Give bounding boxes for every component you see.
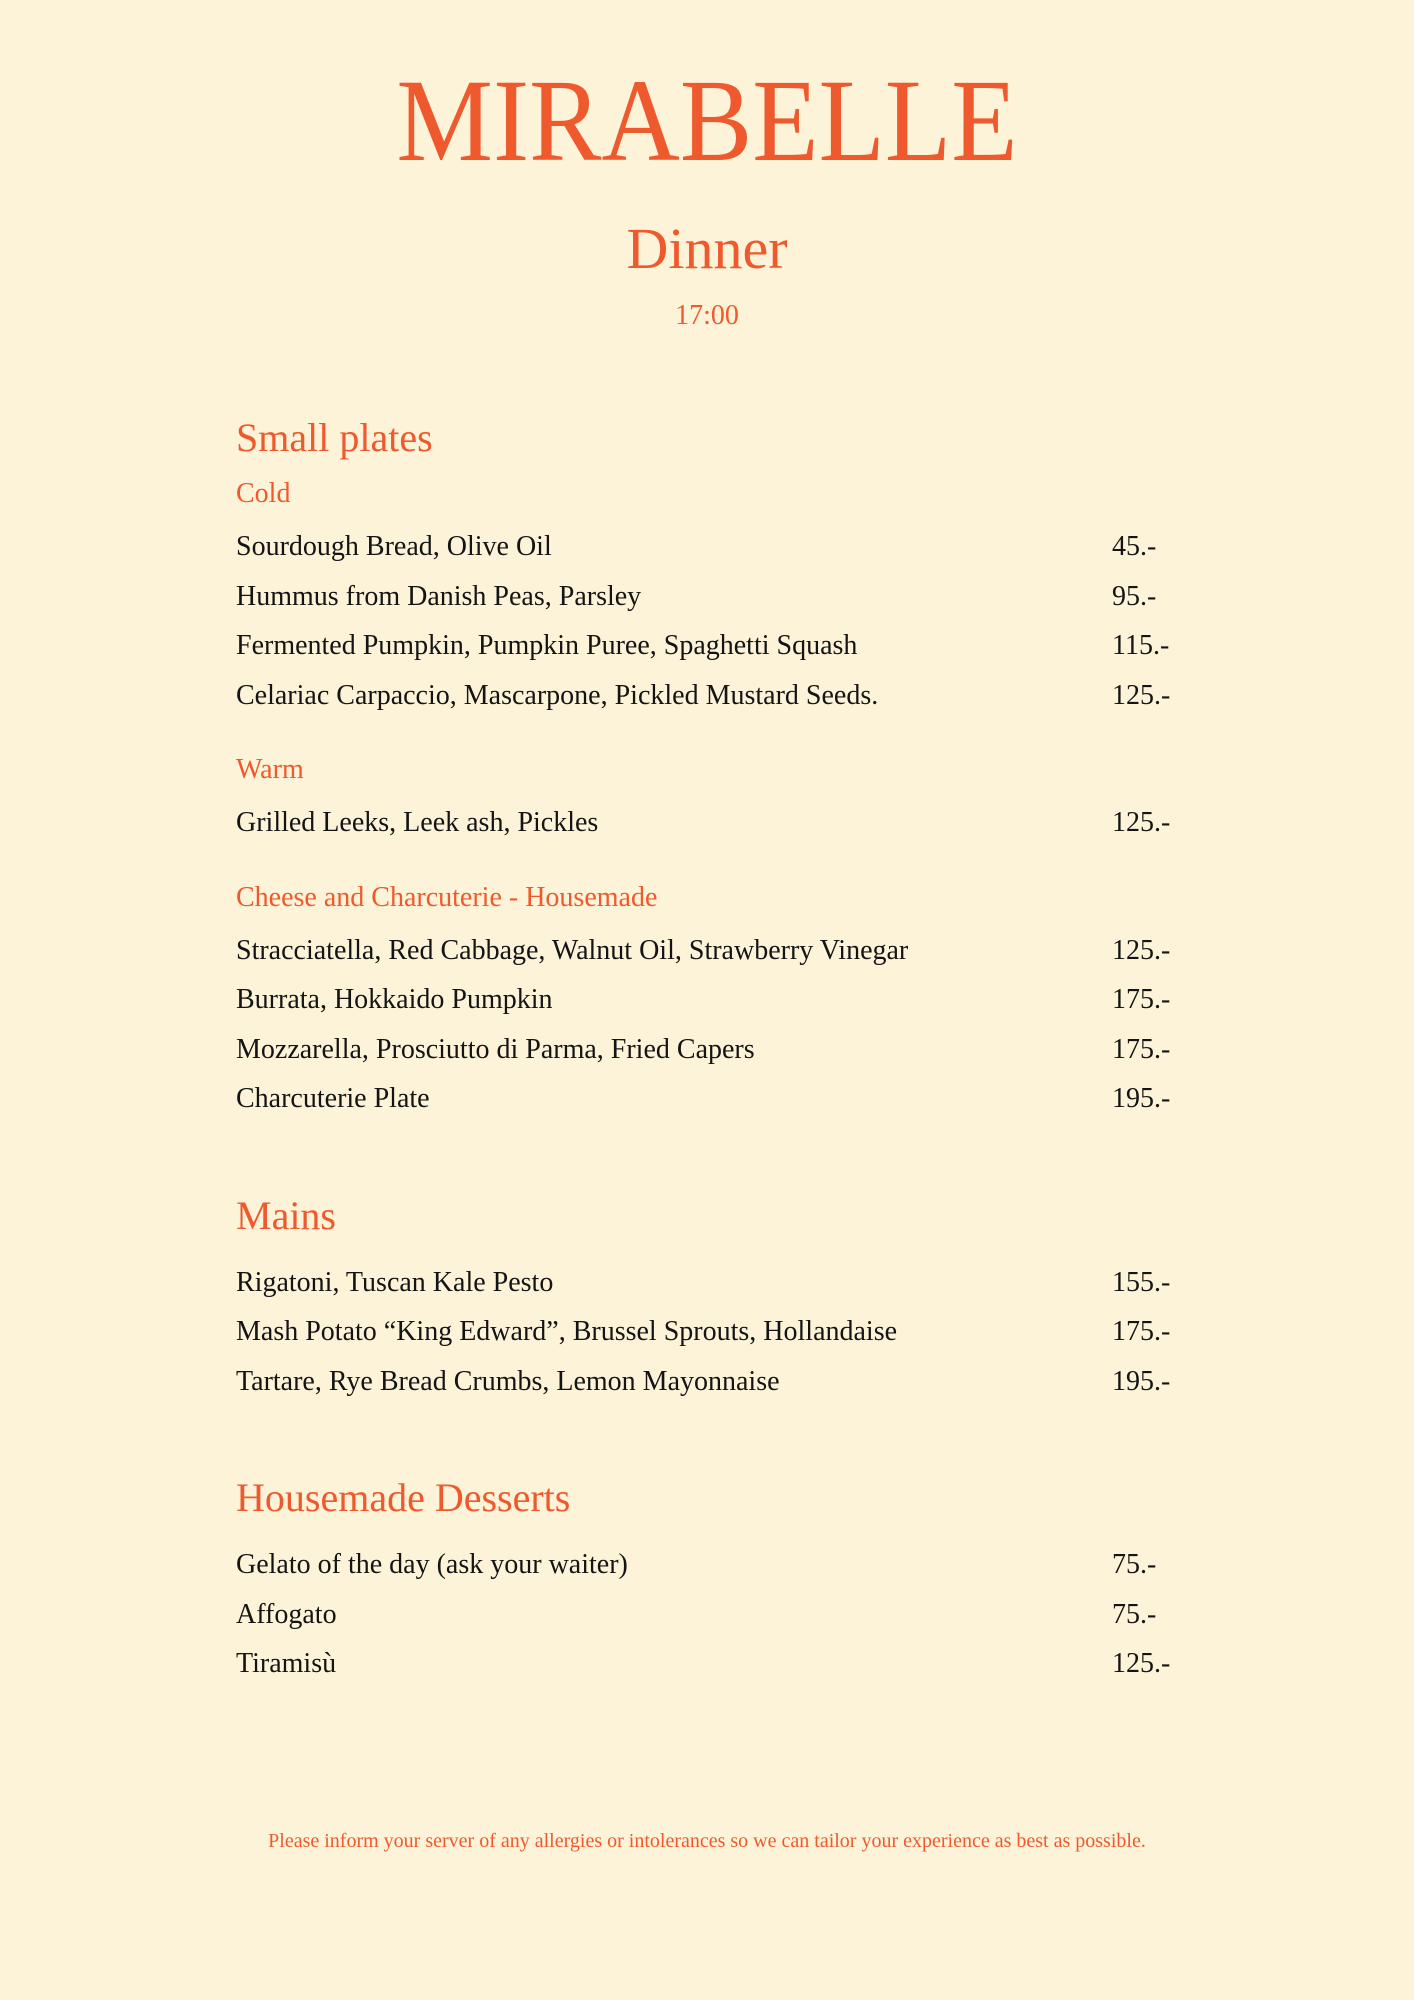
item-name: Hummus from Danish Peas, Parsley	[236, 580, 642, 612]
item-name: Fermented Pumpkin, Pumpkin Puree, Spaghetti Squash	[236, 630, 858, 661]
item-price: 195.-	[1112, 1083, 1171, 1114]
item-price: 125.-	[1112, 934, 1171, 966]
menu-item	[236, 621, 1180, 671]
group-cheese-charcuterie	[236, 881, 1180, 1124]
menu-content	[236, 415, 1180, 1759]
menu-title: Dinner	[626, 216, 788, 281]
section-mains	[236, 1192, 1180, 1407]
section-title: Housemade Desserts	[236, 1475, 571, 1520]
item-name: Stracciatella, Red Cabbage, Walnut Oil, Strawberry Vinegar	[236, 934, 909, 966]
item-price: 125.-	[1112, 1648, 1171, 1679]
item-price: 195.-	[1112, 1365, 1171, 1397]
item-price: 75.-	[1112, 1598, 1157, 1630]
item-price: 95.-	[1112, 580, 1157, 612]
allergy-note: Please inform your server of any allergies or intolerances so we can tailor your experience as best as possible.	[268, 1830, 1146, 1852]
section-title: Small plates	[236, 415, 433, 460]
item-price: 45.-	[1112, 531, 1157, 562]
item-price: 125.-	[1112, 679, 1171, 711]
item-price: 125.-	[1112, 807, 1171, 838]
item-name: Charcuterie Plate	[236, 1083, 430, 1114]
group-title: Warm	[236, 754, 304, 785]
item-price: 75.-	[1112, 1549, 1157, 1580]
menu-item	[236, 798, 1180, 848]
item-price: 175.-	[1112, 984, 1171, 1015]
item-price: 175.-	[1112, 1033, 1171, 1065]
menu-item	[236, 926, 1180, 976]
item-price: 175.-	[1112, 1316, 1171, 1347]
item-name: Grilled Leeks, Leek ash, Pickles	[236, 807, 599, 838]
menu-item	[236, 522, 1180, 572]
item-name: Mozzarella, Prosciutto di Parma, Fried Capers	[236, 1033, 755, 1065]
menu-item	[236, 1025, 1180, 1075]
section-small-plates	[236, 415, 1180, 1124]
menu-item	[236, 671, 1180, 721]
menu-item	[236, 572, 1180, 622]
menu-item	[236, 1074, 1180, 1124]
menu-item	[236, 1357, 1180, 1407]
item-price: 155.-	[1112, 1266, 1171, 1298]
restaurant-name: MIRABELLE	[396, 55, 1018, 186]
service-time: 17:00	[675, 300, 739, 331]
item-name: Tartare, Rye Bread Crumbs, Lemon Mayonnaise	[236, 1365, 780, 1397]
menu-item	[236, 1540, 1180, 1590]
item-name: Sourdough Bread, Olive Oil	[236, 531, 552, 562]
menu-item	[236, 1258, 1180, 1308]
menu-item	[236, 975, 1180, 1025]
section-title: Mains	[236, 1192, 336, 1238]
group-title: Cold	[236, 478, 291, 509]
item-name: Rigatoni, Tuscan Kale Pesto	[236, 1266, 554, 1298]
item-price: 115.-	[1112, 630, 1170, 661]
item-name: Celariac Carpaccio, Mascarpone, Pickled Mustard Seeds.	[236, 679, 879, 711]
section-desserts	[236, 1475, 1180, 1689]
menu-item	[236, 1307, 1180, 1357]
item-name: Gelato of the day (ask your waiter)	[236, 1549, 628, 1580]
menu-item	[236, 1639, 1180, 1689]
menu-item	[236, 1590, 1180, 1640]
item-name: Burrata, Hokkaido Pumpkin	[236, 984, 553, 1015]
item-name: Affogato	[236, 1598, 337, 1630]
group-title: Cheese and Charcuterie - Housemade	[236, 881, 658, 913]
group-cold	[236, 480, 1180, 720]
group-warm	[236, 756, 1180, 848]
item-name: Mash Potato “King Edward”, Brussel Sprouts, Hollandaise	[236, 1316, 898, 1347]
item-name: Tiramisù	[236, 1648, 337, 1679]
